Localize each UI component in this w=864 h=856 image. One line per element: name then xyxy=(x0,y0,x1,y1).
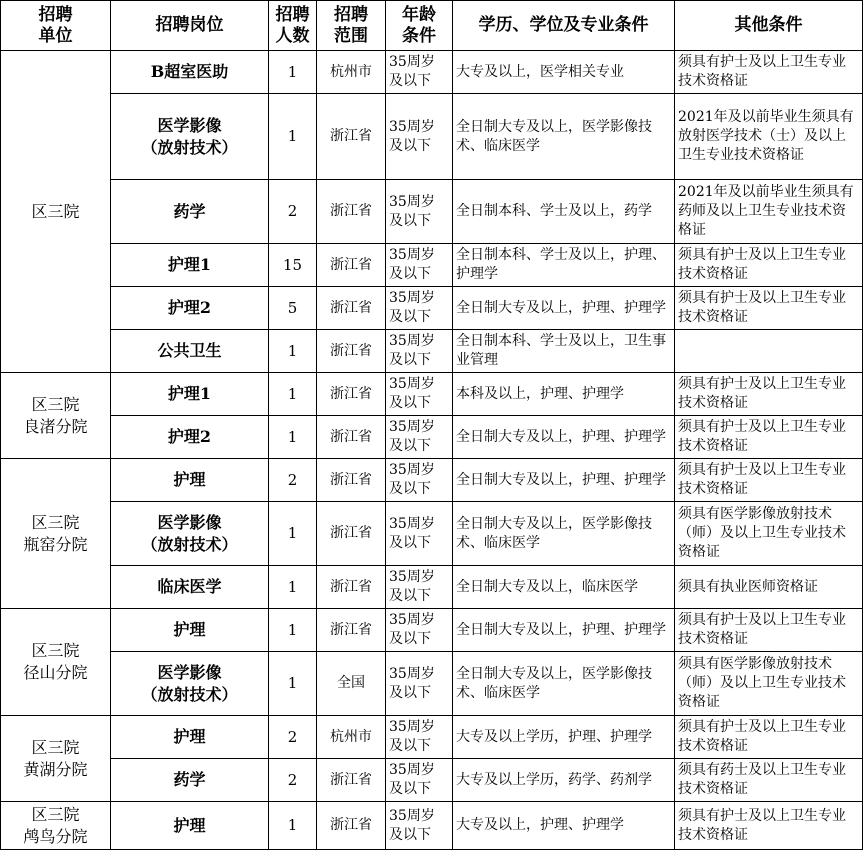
scope-cell: 浙江省 xyxy=(317,373,386,416)
education-cell: 大专及以上学历，药学、药剂学 xyxy=(453,759,675,802)
count-cell: 1 xyxy=(269,94,317,180)
other-cell: 须具有护士及以上卫生专业技术资格证 xyxy=(675,51,863,94)
table-row xyxy=(1,502,863,566)
table-row xyxy=(1,566,863,609)
count-cell: 1 xyxy=(269,652,317,716)
table-row xyxy=(1,180,863,244)
other-cell: 须具有护士及以上卫生专业技术资格证 xyxy=(675,416,863,459)
count-cell: 1 xyxy=(269,566,317,609)
age-cell: 35周岁 及以下 xyxy=(386,287,453,330)
scope-cell: 浙江省 xyxy=(317,459,386,502)
education-cell: 全日制本科、学士及以上，护理、护理学 xyxy=(453,244,675,287)
age-cell: 35周岁 及以下 xyxy=(386,51,453,94)
age-cell: 35周岁 及以下 xyxy=(386,330,453,373)
count-cell: 1 xyxy=(269,51,317,94)
age-cell: 35周岁 及以下 xyxy=(386,502,453,566)
count-cell: 1 xyxy=(269,609,317,652)
post-cell: 临床医学 xyxy=(111,566,269,609)
count-cell: 1 xyxy=(269,802,317,850)
count-cell: 1 xyxy=(269,373,317,416)
other-cell: 须具有医学影像放射技术（师）及以上卫生专业技术资格证 xyxy=(675,652,863,716)
scope-cell: 浙江省 xyxy=(317,180,386,244)
count-cell: 5 xyxy=(269,287,317,330)
unit-cell: 区三院 径山分院 xyxy=(1,609,111,716)
header-row xyxy=(1,1,863,51)
education-cell: 全日制本科、学士及以上，卫生事业管理 xyxy=(453,330,675,373)
table-row xyxy=(1,652,863,716)
count-cell: 15 xyxy=(269,244,317,287)
table-row xyxy=(1,330,863,373)
post-cell: 公共卫生 xyxy=(111,330,269,373)
other-cell: 须具有护士及以上卫生专业技术资格证 xyxy=(675,716,863,759)
scope-cell: 浙江省 xyxy=(317,330,386,373)
age-cell: 35周岁 及以下 xyxy=(386,94,453,180)
post-cell: 护理 xyxy=(111,802,269,850)
table-row xyxy=(1,459,863,502)
age-cell: 35周岁 及以下 xyxy=(386,180,453,244)
table-row xyxy=(1,244,863,287)
scope-cell: 浙江省 xyxy=(317,609,386,652)
post-cell: 护理 xyxy=(111,609,269,652)
education-cell: 全日制大专及以上，医学影像技术、临床医学 xyxy=(453,652,675,716)
scope-cell: 浙江省 xyxy=(317,416,386,459)
post-cell: 医学影像 （放射技术） xyxy=(111,652,269,716)
count-cell: 1 xyxy=(269,502,317,566)
scope-cell: 浙江省 xyxy=(317,759,386,802)
scope-cell: 浙江省 xyxy=(317,502,386,566)
table-row xyxy=(1,94,863,180)
header-unit: 招聘 单位 xyxy=(1,1,111,51)
post-cell: 医学影像 （放射技术） xyxy=(111,94,269,180)
other-cell: 须具有护士及以上卫生专业技术资格证 xyxy=(675,244,863,287)
scope-cell: 杭州市 xyxy=(317,51,386,94)
count-cell: 2 xyxy=(269,459,317,502)
other-cell: 须具有药士及以上卫生专业技术资格证 xyxy=(675,759,863,802)
other-cell: 须具有护士及以上卫生专业技术资格证 xyxy=(675,459,863,502)
unit-cell: 区三院 瓶窑分院 xyxy=(1,459,111,609)
table-row xyxy=(1,416,863,459)
education-cell: 全日制大专及以上，护理、护理学 xyxy=(453,416,675,459)
education-cell: 全日制大专及以上，护理、护理学 xyxy=(453,287,675,330)
post-cell: 护理1 xyxy=(111,244,269,287)
age-cell: 35周岁 及以下 xyxy=(386,416,453,459)
table-row xyxy=(1,609,863,652)
education-cell: 大专及以上，护理、护理学 xyxy=(453,802,675,850)
age-cell: 35周岁 及以下 xyxy=(386,373,453,416)
scope-cell: 全国 xyxy=(317,652,386,716)
post-cell: 护理2 xyxy=(111,287,269,330)
unit-cell: 区三院 xyxy=(1,51,111,373)
header-education: 学历、学位及专业条件 xyxy=(453,1,675,51)
education-cell: 全日制大专及以上，护理、护理学 xyxy=(453,609,675,652)
header-other: 其他条件 xyxy=(675,1,863,51)
count-cell: 2 xyxy=(269,759,317,802)
unit-cell: 区三院 黄湖分院 xyxy=(1,716,111,802)
post-cell: 药学 xyxy=(111,759,269,802)
post-cell: 医学影像 （放射技术） xyxy=(111,502,269,566)
age-cell: 35周岁 及以下 xyxy=(386,609,453,652)
other-cell: 须具有护士及以上卫生专业技术资格证 xyxy=(675,609,863,652)
post-cell: 护理1 xyxy=(111,373,269,416)
header-age: 年龄 条件 xyxy=(386,1,453,51)
age-cell: 35周岁 及以下 xyxy=(386,759,453,802)
other-cell: 须具有护士及以上卫生专业技术资格证 xyxy=(675,802,863,850)
scope-cell: 浙江省 xyxy=(317,566,386,609)
post-cell: B超室医助 xyxy=(111,51,269,94)
other-cell: 须具有护士及以上卫生专业技术资格证 xyxy=(675,287,863,330)
scope-cell: 浙江省 xyxy=(317,94,386,180)
post-cell: 护理 xyxy=(111,459,269,502)
table-row xyxy=(1,802,863,850)
age-cell: 35周岁 及以下 xyxy=(386,802,453,850)
unit-cell: 区三院 鸬鸟分院 xyxy=(1,802,111,850)
other-cell: 须具有医学影像放射技术（师）及以上卫生专业技术资格证 xyxy=(675,502,863,566)
education-cell: 本科及以上，护理、护理学 xyxy=(453,373,675,416)
scope-cell: 浙江省 xyxy=(317,244,386,287)
count-cell: 1 xyxy=(269,416,317,459)
count-cell: 2 xyxy=(269,180,317,244)
scope-cell: 浙江省 xyxy=(317,802,386,850)
table-row xyxy=(1,51,863,94)
education-cell: 大专及以上，医学相关专业 xyxy=(453,51,675,94)
header-scope: 招聘 范围 xyxy=(317,1,386,51)
other-cell: 2021年及以前毕业生须具有放射医学技术（士）及以上卫生专业技术资格证 xyxy=(675,94,863,180)
post-cell: 药学 xyxy=(111,180,269,244)
age-cell: 35周岁 及以下 xyxy=(386,459,453,502)
education-cell: 全日制大专及以上，临床医学 xyxy=(453,566,675,609)
age-cell: 35周岁 及以下 xyxy=(386,566,453,609)
post-cell: 护理2 xyxy=(111,416,269,459)
table-row xyxy=(1,373,863,416)
other-cell xyxy=(675,330,863,373)
header-count: 招聘 人数 xyxy=(269,1,317,51)
age-cell: 35周岁 及以下 xyxy=(386,244,453,287)
other-cell: 须具有护士及以上卫生专业技术资格证 xyxy=(675,373,863,416)
unit-cell: 区三院 良渚分院 xyxy=(1,373,111,459)
education-cell: 全日制大专及以上，医学影像技术、临床医学 xyxy=(453,502,675,566)
age-cell: 35周岁 及以下 xyxy=(386,652,453,716)
table-row xyxy=(1,716,863,759)
age-cell: 35周岁 及以下 xyxy=(386,716,453,759)
other-cell: 2021年及以前毕业生须具有药师及以上卫生专业技术资格证 xyxy=(675,180,863,244)
education-cell: 大专及以上学历，护理、护理学 xyxy=(453,716,675,759)
education-cell: 全日制本科、学士及以上，药学 xyxy=(453,180,675,244)
post-cell: 护理 xyxy=(111,716,269,759)
count-cell: 1 xyxy=(269,330,317,373)
header-post: 招聘岗位 xyxy=(111,1,269,51)
scope-cell: 杭州市 xyxy=(317,716,386,759)
table-row xyxy=(1,759,863,802)
scope-cell: 浙江省 xyxy=(317,287,386,330)
education-cell: 全日制大专及以上，护理、护理学 xyxy=(453,459,675,502)
count-cell: 2 xyxy=(269,716,317,759)
education-cell: 全日制大专及以上，医学影像技术、临床医学 xyxy=(453,94,675,180)
other-cell: 须具有执业医师资格证 xyxy=(675,566,863,609)
table-row xyxy=(1,287,863,330)
